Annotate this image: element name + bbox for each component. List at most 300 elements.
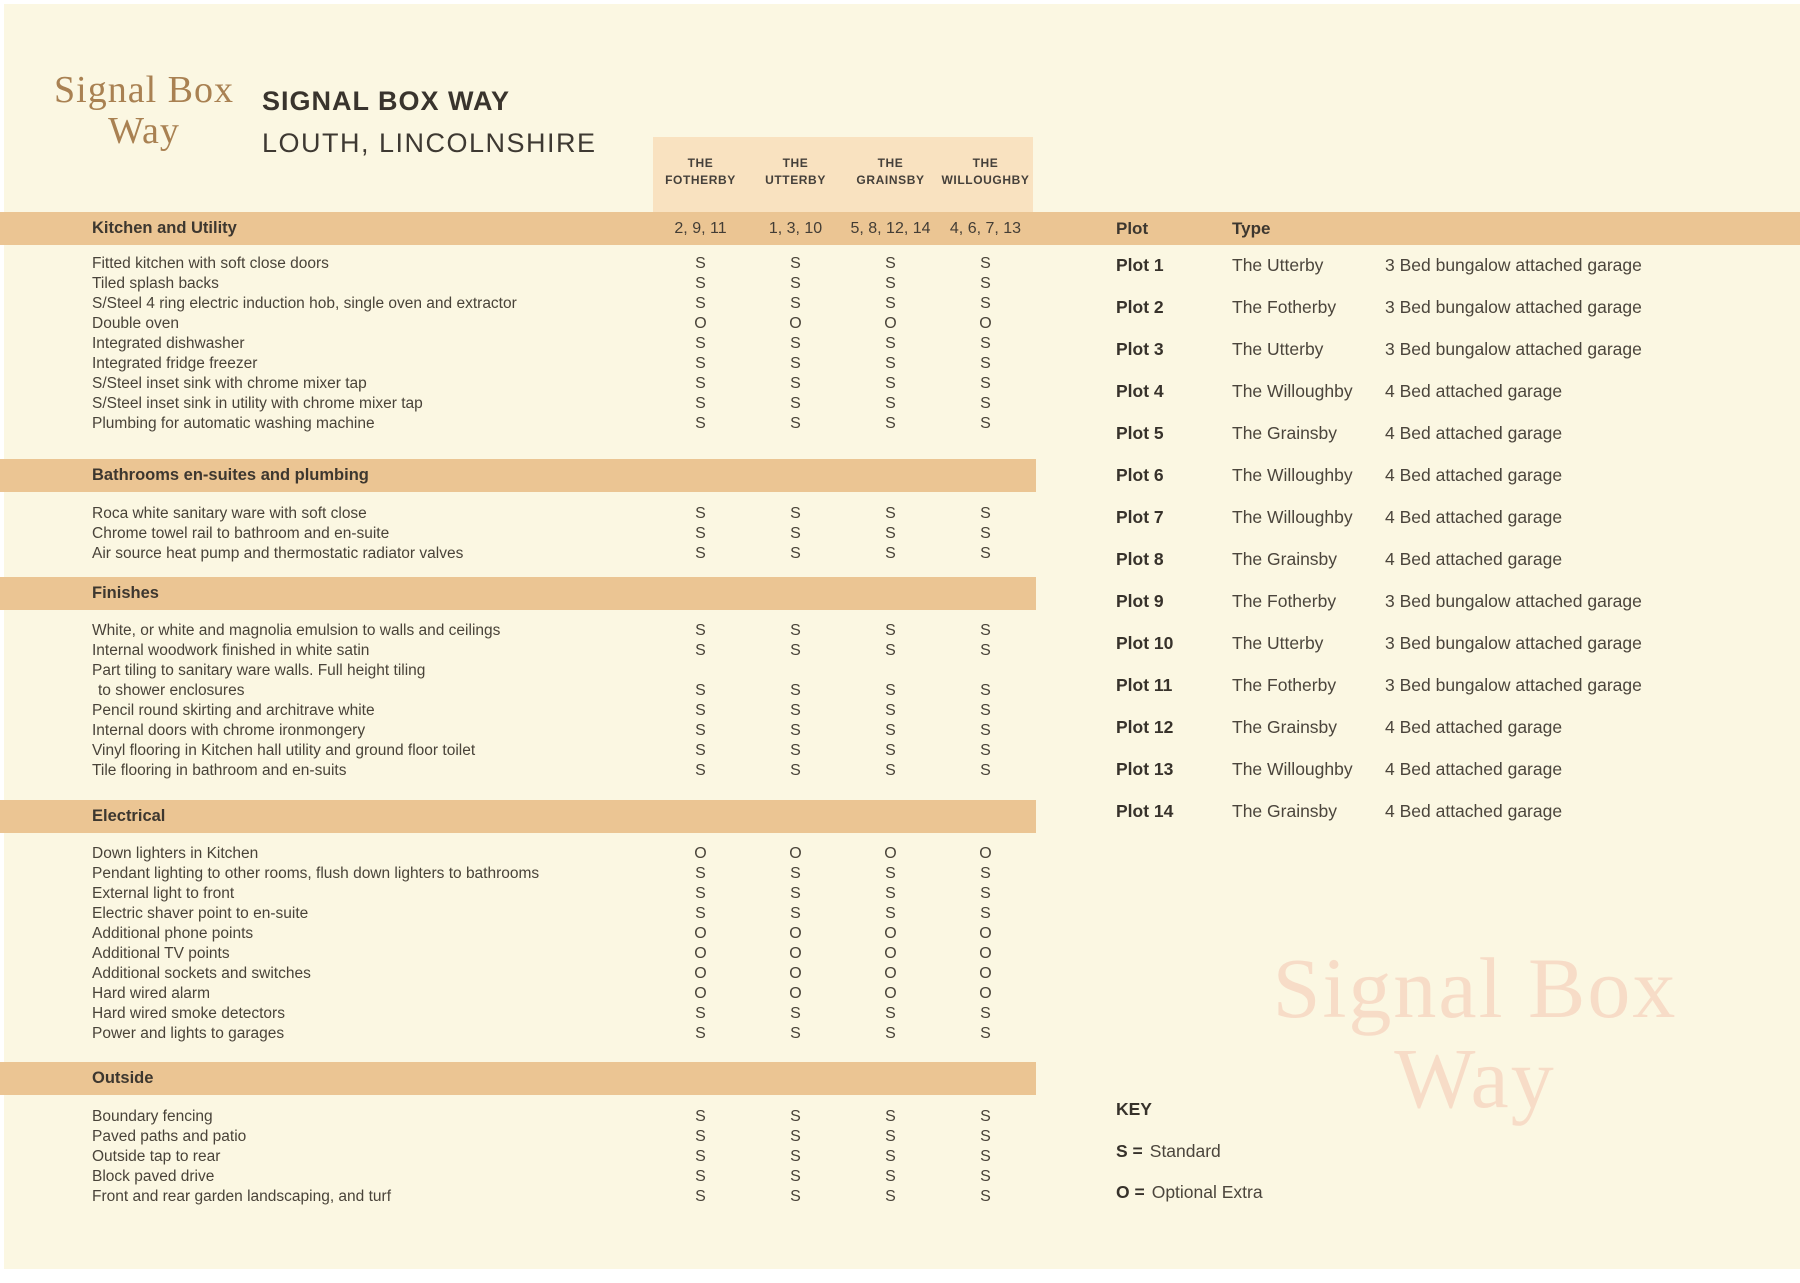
house-type-name: FOTHERBY <box>665 173 736 187</box>
spec-value: S <box>695 682 706 699</box>
spec-value: S <box>885 415 896 432</box>
spec-value: S <box>790 505 801 522</box>
section-title: Electrical <box>92 807 166 825</box>
page-subtitle: LOUTH, LINCOLNSHIRE <box>262 128 597 158</box>
spec-values <box>653 1187 1033 1207</box>
spec-value: S <box>695 525 706 542</box>
spec-row <box>0 904 1036 924</box>
spec-value: O <box>979 845 992 862</box>
spec-label <box>92 924 253 944</box>
spec-value: S <box>695 1128 706 1145</box>
spec-value: S <box>790 1025 801 1042</box>
plot-number: Plot 14 <box>1116 801 1174 821</box>
spec-value: S <box>980 525 991 542</box>
spec-value: O <box>694 985 707 1002</box>
spec-value: S <box>980 722 991 739</box>
spec-value: S <box>885 395 896 412</box>
spec-value: S <box>695 395 706 412</box>
spec-value: S <box>885 1108 896 1125</box>
spec-value: S <box>790 375 801 392</box>
spec-label <box>92 1147 220 1167</box>
spec-value: S <box>790 1148 801 1165</box>
spec-label <box>92 844 258 864</box>
spec-row <box>0 1127 1036 1147</box>
plot-house-type: The Utterby <box>1232 339 1324 359</box>
spec-value: S <box>695 642 706 659</box>
spec-value: O <box>884 985 897 1002</box>
plot-house-type: The Utterby <box>1232 255 1324 275</box>
plot-row <box>0 580 1800 622</box>
spec-value: S <box>980 742 991 759</box>
spec-row <box>0 1107 1036 1127</box>
spec-value: S <box>885 762 896 779</box>
spec-value: S <box>980 505 991 522</box>
plot-description: 4 Bed attached garage <box>1385 759 1563 779</box>
spec-label-line: Power and lights to garages <box>92 1025 285 1042</box>
top-edge-strip <box>0 0 1800 4</box>
spec-label-line: Integrated fridge freezer <box>92 355 258 372</box>
spec-value: O <box>979 985 992 1002</box>
spec-value: S <box>980 885 991 902</box>
spec-value: S <box>885 335 896 352</box>
plot-description: 4 Bed attached garage <box>1385 423 1563 443</box>
spec-value: S <box>885 1148 896 1165</box>
plot-house-type: The Willoughby <box>1232 759 1353 779</box>
spec-value: S <box>695 622 706 639</box>
plot-row <box>0 454 1800 496</box>
plot-house-type: The Fotherby <box>1232 297 1337 317</box>
spec-value: S <box>980 682 991 699</box>
spec-value: S <box>790 682 801 699</box>
spec-label-line: Pencil round skirting and architrave white <box>92 702 375 719</box>
spec-row <box>0 1004 1036 1024</box>
plot-house-type: The Willoughby <box>1232 381 1353 401</box>
spec-value: S <box>885 905 896 922</box>
section-bar-kitchen <box>0 212 1800 245</box>
plot-house-type: The Grainsby <box>1232 717 1338 737</box>
spec-value: S <box>695 375 706 392</box>
spec-value: S <box>695 335 706 352</box>
spec-value: S <box>790 1128 801 1145</box>
plot-column-header: Plot <box>1116 219 1149 238</box>
plot-house-type: The Grainsby <box>1232 549 1338 569</box>
spec-value: O <box>979 315 992 332</box>
spec-value: S <box>980 1168 991 1185</box>
section-bar-outside <box>0 1062 1036 1095</box>
section-title: Kitchen and Utility <box>92 219 237 237</box>
spec-value: S <box>980 702 991 719</box>
spec-label-line: Paved paths and patio <box>92 1128 247 1145</box>
spec-label-line: Plumbing for automatic washing machine <box>92 415 375 432</box>
spec-value: S <box>790 642 801 659</box>
spec-values <box>653 844 1033 864</box>
spec-value: S <box>790 905 801 922</box>
spec-value: S <box>695 545 706 562</box>
plot-type-table <box>0 244 1800 832</box>
spec-label <box>92 964 311 984</box>
plot-house-type: The Willoughby <box>1232 507 1353 527</box>
spec-value: S <box>790 1108 801 1125</box>
spec-label-line: S/Steel inset sink in utility with chrome mixer tap <box>92 395 423 412</box>
plot-number: Plot 7 <box>1116 507 1164 527</box>
spec-value: S <box>790 702 801 719</box>
spec-value: S <box>885 375 896 392</box>
spec-value: S <box>695 762 706 779</box>
plot-description: 3 Bed bungalow attached garage <box>1385 675 1642 695</box>
house-type-prefix: THE <box>972 156 999 170</box>
spec-value: S <box>695 415 706 432</box>
plot-description: 4 Bed attached garage <box>1385 717 1563 737</box>
spec-label <box>92 884 234 904</box>
plot-number: Plot 13 <box>1116 759 1174 779</box>
plot-description: 4 Bed attached garage <box>1385 549 1563 569</box>
plot-number: Plot 5 <box>1116 423 1164 443</box>
spec-value: S <box>695 1005 706 1022</box>
spec-value: S <box>695 865 706 882</box>
brand-logo <box>38 70 250 152</box>
spec-value: S <box>790 722 801 739</box>
spec-value: O <box>694 845 707 862</box>
spec-value: S <box>695 905 706 922</box>
spec-value: S <box>980 865 991 882</box>
spec-value: S <box>885 885 896 902</box>
spec-value: S <box>885 722 896 739</box>
spec-value: S <box>790 525 801 542</box>
page-title: SIGNAL BOX WAY <box>262 86 511 116</box>
spec-value: S <box>980 905 991 922</box>
brand-watermark <box>1255 940 1695 1126</box>
plot-numbers-fotherby: 2, 9, 11 <box>674 220 727 237</box>
plot-house-type: The Utterby <box>1232 633 1324 653</box>
spec-label-line: Block paved drive <box>92 1168 215 1185</box>
spec-value: S <box>790 275 801 292</box>
plot-number: Plot 8 <box>1116 549 1164 569</box>
plot-house-type: The Grainsby <box>1232 801 1338 821</box>
plot-number: Plot 11 <box>1116 675 1173 695</box>
spec-value: S <box>790 742 801 759</box>
spec-row <box>0 1167 1036 1187</box>
spec-values <box>653 984 1033 1004</box>
spec-label-line: Part tiling to sanitary ware walls. Full height tiling <box>92 662 426 679</box>
spec-value: S <box>885 545 896 562</box>
spec-label <box>92 1187 391 1207</box>
spec-value: S <box>790 762 801 779</box>
spec-label <box>92 1107 213 1127</box>
section-title: Finishes <box>92 584 159 602</box>
key-symbol-o: O = <box>1116 1182 1145 1202</box>
spec-value: S <box>980 375 991 392</box>
spec-label-line: Additional phone points <box>92 925 254 942</box>
plot-house-type: The Fotherby <box>1232 591 1337 611</box>
plot-number: Plot 4 <box>1116 381 1164 401</box>
spec-value: S <box>980 395 991 412</box>
spec-label-line: Vinyl flooring in Kitchen hall utility and ground floor toilet <box>92 742 476 759</box>
spec-values <box>653 864 1033 884</box>
key-title: KEY <box>1116 1099 1152 1119</box>
key-entry-standard <box>1116 1140 1221 1162</box>
spec-value: O <box>789 925 802 942</box>
spec-label-line: Internal doors with chrome ironmongery <box>92 722 366 739</box>
plot-row <box>0 328 1800 370</box>
house-type-utterby <box>748 137 843 212</box>
plot-row <box>0 706 1800 748</box>
spec-value: S <box>790 335 801 352</box>
spec-value: O <box>979 945 992 962</box>
plot-number: Plot 9 <box>1116 591 1164 611</box>
spec-value: S <box>980 415 991 432</box>
spec-value: S <box>885 1025 896 1042</box>
section-rows-outside <box>0 1107 1036 1207</box>
plot-row <box>0 412 1800 454</box>
spec-value: O <box>884 315 897 332</box>
spec-value: S <box>790 355 801 372</box>
key-symbol-s: S = <box>1116 1141 1143 1161</box>
spec-label-line: Front and rear garden landscaping, and turf <box>92 1188 391 1205</box>
spec-value: S <box>885 525 896 542</box>
spec-value: S <box>790 295 801 312</box>
spec-label-line: Boundary fencing <box>92 1108 213 1125</box>
spec-row <box>0 1147 1036 1167</box>
house-type-willoughby <box>938 137 1033 212</box>
spec-value: S <box>695 505 706 522</box>
spec-value: S <box>980 1025 991 1042</box>
plot-row <box>0 790 1800 832</box>
key-entry-optional <box>1116 1181 1263 1203</box>
spec-values <box>653 1147 1033 1167</box>
spec-value: S <box>790 1005 801 1022</box>
spec-row <box>0 864 1036 884</box>
spec-value: S <box>790 1168 801 1185</box>
spec-value: S <box>885 355 896 372</box>
spec-value: S <box>885 742 896 759</box>
spec-values <box>653 1024 1033 1044</box>
spec-value: S <box>695 1148 706 1165</box>
house-type-prefix: THE <box>687 156 714 170</box>
plot-row <box>0 496 1800 538</box>
spec-label-line: Fitted kitchen with soft close doors <box>92 255 329 272</box>
spec-label-line: Integrated dishwasher <box>92 335 245 352</box>
spec-value: S <box>790 255 801 272</box>
spec-value: S <box>885 865 896 882</box>
spec-label <box>92 1024 284 1044</box>
plot-row <box>0 286 1800 328</box>
spec-label <box>92 904 308 924</box>
spec-value: O <box>789 985 802 1002</box>
house-type-prefix: THE <box>877 156 904 170</box>
spec-value: O <box>694 945 707 962</box>
plot-description: 3 Bed bungalow attached garage <box>1385 255 1642 275</box>
spec-value: S <box>885 622 896 639</box>
spec-value: O <box>979 925 992 942</box>
spec-value: S <box>980 545 991 562</box>
brand-logo-line1: Signal Box <box>54 69 234 111</box>
spec-value: S <box>980 1005 991 1022</box>
spec-value: S <box>980 642 991 659</box>
spec-label-line: External light to front <box>92 885 235 902</box>
plot-house-type: The Grainsby <box>1232 423 1338 443</box>
spec-value: S <box>695 742 706 759</box>
spec-value: O <box>789 945 802 962</box>
spec-row <box>0 984 1036 1004</box>
spec-value: S <box>790 415 801 432</box>
spec-label-line: S/Steel inset sink with chrome mixer tap <box>92 375 367 392</box>
brand-logo-line2: Way <box>108 110 180 152</box>
spec-value: S <box>885 505 896 522</box>
spec-value: S <box>980 275 991 292</box>
spec-value: S <box>695 1168 706 1185</box>
spec-label <box>92 1127 246 1147</box>
spec-value: S <box>980 295 991 312</box>
plot-description: 4 Bed attached garage <box>1385 465 1563 485</box>
spec-values <box>653 1127 1033 1147</box>
spec-values <box>653 1167 1033 1187</box>
plot-number: Plot 10 <box>1116 633 1174 653</box>
plot-row <box>0 370 1800 412</box>
spec-value: O <box>884 965 897 982</box>
spec-value: S <box>885 1188 896 1205</box>
spec-label-line: Air source heat pump and thermostatic radiator valves <box>92 545 464 562</box>
spec-row <box>0 924 1036 944</box>
spec-value: O <box>694 315 707 332</box>
spec-value: S <box>885 275 896 292</box>
spec-value: S <box>980 335 991 352</box>
spec-value: S <box>790 395 801 412</box>
spec-value: O <box>694 965 707 982</box>
spec-label-line: Roca white sanitary ware with soft close <box>92 505 367 522</box>
plot-description: 3 Bed bungalow attached garage <box>1385 297 1642 317</box>
plot-row <box>0 244 1800 286</box>
spec-value: S <box>980 1128 991 1145</box>
spec-value: S <box>695 885 706 902</box>
spec-value: S <box>885 642 896 659</box>
plot-row <box>0 664 1800 706</box>
spec-label-line: Electric shaver point to en-suite <box>92 905 309 922</box>
house-type-prefix: THE <box>782 156 809 170</box>
watermark-line1: Signal Box <box>1272 940 1678 1036</box>
spec-label-line: Pendant lighting to other rooms, flush down lighters to bathrooms <box>92 865 540 882</box>
spec-values <box>653 1107 1033 1127</box>
plot-row <box>0 748 1800 790</box>
spec-values <box>653 884 1033 904</box>
spec-label-line: Double oven <box>92 315 180 332</box>
plot-description: 4 Bed attached garage <box>1385 381 1563 401</box>
spec-value: S <box>980 622 991 639</box>
spec-value: S <box>885 1168 896 1185</box>
spec-value: S <box>695 1025 706 1042</box>
bottom-edge-strip <box>0 1269 1800 1283</box>
spec-value: O <box>884 845 897 862</box>
key-label-standard: Standard <box>1149 1141 1221 1161</box>
plot-numbers-utterby: 1, 3, 10 <box>768 220 823 237</box>
key-label-optional: Optional Extra <box>1151 1182 1263 1202</box>
house-type-name: UTTERBY <box>765 173 826 187</box>
spec-value: S <box>980 355 991 372</box>
house-type-header <box>653 137 1033 212</box>
spec-value: S <box>885 295 896 312</box>
spec-value: S <box>790 885 801 902</box>
plot-numbers-willoughby: 4, 6, 7, 13 <box>949 220 1022 237</box>
spec-label-line: Outside tap to rear <box>92 1148 221 1165</box>
plot-numbers-row <box>653 212 1033 245</box>
plot-row <box>0 538 1800 580</box>
spec-value: S <box>980 1148 991 1165</box>
plot-description: 3 Bed bungalow attached garage <box>1385 633 1642 653</box>
watermark-line2: Way <box>1394 1030 1556 1126</box>
spec-label <box>92 1004 285 1024</box>
spec-value: S <box>790 622 801 639</box>
spec-label <box>92 1167 214 1187</box>
section-title: Bathrooms en-suites and plumbing <box>92 466 369 484</box>
spec-label-line: Internal woodwork finished in white satin <box>92 642 370 659</box>
spec-value: S <box>885 1005 896 1022</box>
spec-label <box>92 984 210 1004</box>
section-title: Outside <box>92 1069 154 1087</box>
spec-value: S <box>695 275 706 292</box>
plot-number: Plot 3 <box>1116 339 1164 359</box>
spec-label-line: S/Steel 4 ring electric induction hob, single oven and extractor <box>92 295 517 312</box>
spec-value: O <box>884 945 897 962</box>
plot-description: 3 Bed bungalow attached garage <box>1385 591 1642 611</box>
house-type-fotherby <box>653 137 748 212</box>
plot-house-type: The Fotherby <box>1232 675 1337 695</box>
spec-value: O <box>789 965 802 982</box>
type-column-header: Type <box>1232 219 1271 238</box>
spec-row <box>0 944 1036 964</box>
spec-value: S <box>695 1188 706 1205</box>
spec-value: S <box>885 682 896 699</box>
spec-value: S <box>695 355 706 372</box>
house-type-name: GRAINSBY <box>856 173 925 187</box>
spec-label <box>92 944 230 964</box>
spec-row <box>0 1187 1036 1207</box>
spec-value: S <box>790 865 801 882</box>
spec-values <box>653 924 1033 944</box>
spec-value: S <box>695 1108 706 1125</box>
spec-value: S <box>695 255 706 272</box>
spec-label <box>92 864 539 884</box>
spec-value: S <box>980 762 991 779</box>
plot-numbers-grainsby: 5, 8, 12, 14 <box>850 220 931 237</box>
spec-row <box>0 1024 1036 1044</box>
spec-value: S <box>790 1188 801 1205</box>
spec-values <box>653 904 1033 924</box>
house-type-grainsby <box>843 137 938 212</box>
spec-label-line: Tile flooring in bathroom and en-suits <box>92 762 347 779</box>
spec-label-line: Additional TV points <box>92 945 230 962</box>
spec-value: S <box>885 255 896 272</box>
spec-value: S <box>980 255 991 272</box>
plot-number: Plot 12 <box>1116 717 1174 737</box>
spec-row <box>0 884 1036 904</box>
house-type-name: WILLOUGHBY <box>941 173 1030 187</box>
spec-label-line: Tiled splash backs <box>92 275 219 292</box>
spec-value: S <box>885 1128 896 1145</box>
spec-value: S <box>980 1108 991 1125</box>
spec-value: S <box>980 1188 991 1205</box>
spec-label-line: Hard wired smoke detectors <box>92 1005 285 1022</box>
plot-row <box>0 622 1800 664</box>
spec-value: S <box>695 295 706 312</box>
spec-value: S <box>790 545 801 562</box>
spec-label-line: Hard wired alarm <box>92 985 211 1002</box>
section-rows-electrical <box>0 844 1036 1044</box>
spec-values <box>653 1004 1033 1024</box>
plot-number: Plot 6 <box>1116 465 1164 485</box>
spec-value: S <box>695 722 706 739</box>
spec-label-line: Additional sockets and switches <box>92 965 311 982</box>
plot-number: Plot 1 <box>1116 255 1164 275</box>
spec-value: S <box>885 702 896 719</box>
